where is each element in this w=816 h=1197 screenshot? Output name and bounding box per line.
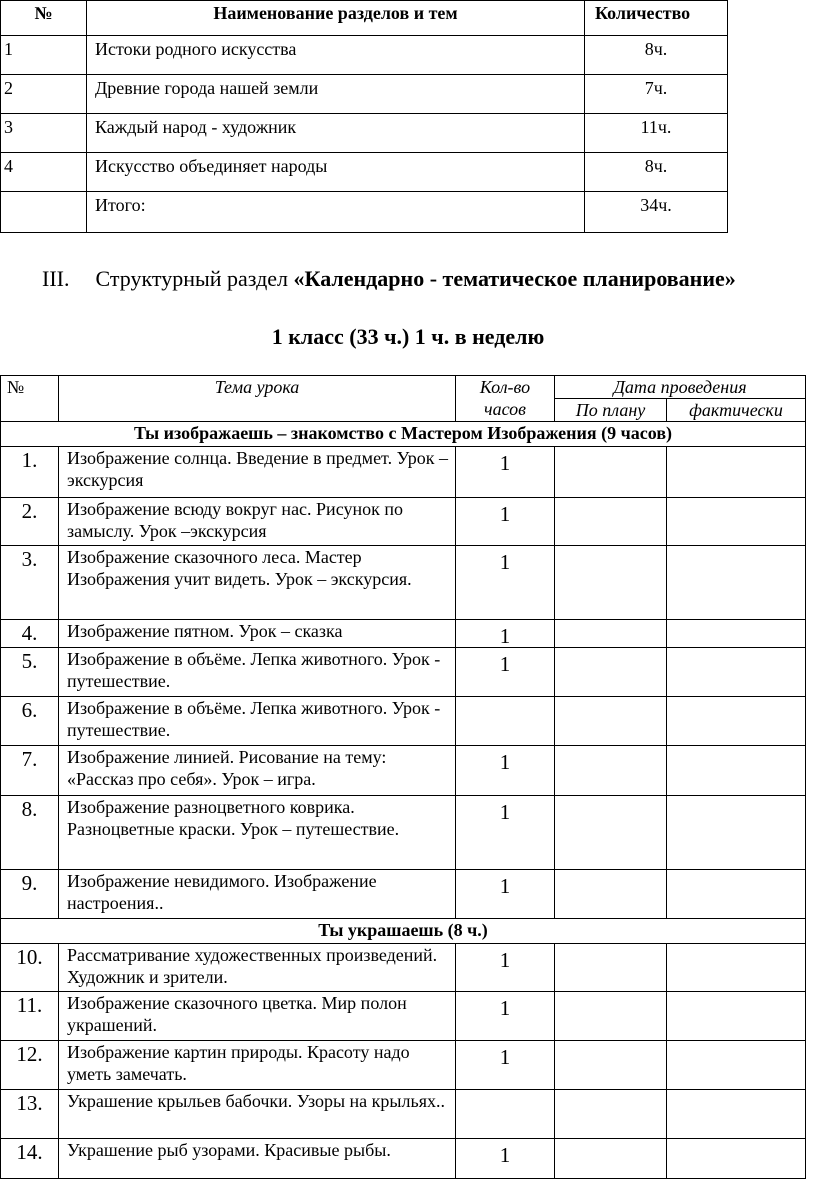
lesson-date-actual: [667, 697, 806, 746]
lesson-row: [1, 1139, 806, 1179]
table-row: [1, 75, 728, 114]
lesson-date-plan: [555, 796, 667, 870]
row-name: Истоки родного искусства: [87, 36, 585, 75]
header-num: №: [1, 1, 87, 36]
page-subtitle: 1 класс (33 ч.) 1 ч. в неделю: [271, 324, 545, 349]
section-roman-numeral: III.: [42, 266, 70, 291]
row-qty: 8ч.: [585, 153, 728, 192]
hours-header-line2: часов: [484, 399, 526, 419]
lesson-hours: 1: [456, 648, 555, 697]
row-qty: 8ч.: [585, 36, 728, 75]
lesson-row: [1, 796, 806, 870]
row-num: 1: [1, 36, 87, 75]
lesson-group-2: [1, 944, 806, 1179]
plan-header-topic: Тема урока: [59, 376, 456, 422]
lesson-hours: [456, 697, 555, 746]
lesson-date-plan: [555, 697, 667, 746]
lesson-topic: Изображение сказочного цветка. Мир полон украшений.: [59, 992, 456, 1041]
lesson-row: [1, 546, 806, 620]
lesson-date-actual: [667, 796, 806, 870]
lesson-date-actual: [667, 992, 806, 1041]
lesson-hours: 1: [456, 746, 555, 796]
lesson-date-actual: [667, 498, 806, 546]
summary-table: [0, 0, 728, 233]
total-empty-cell: [1, 192, 87, 233]
plan-table: [0, 375, 806, 1179]
plan-header-plan: По плану: [555, 399, 667, 422]
lesson-date-plan: [555, 498, 667, 546]
lesson-num: 2.: [1, 498, 59, 546]
lesson-date-actual: [667, 1041, 806, 1090]
lesson-group-1: [1, 447, 806, 919]
row-name: Искусство объединяет народы: [87, 153, 585, 192]
lesson-topic: Изображение в объёме. Лепка животного. Урок - путешествие.: [59, 697, 456, 746]
lesson-date-actual: [667, 648, 806, 697]
lesson-hours: [456, 1090, 555, 1139]
lesson-date-plan: [555, 546, 667, 620]
lesson-num: 13.: [1, 1090, 59, 1139]
lesson-date-plan: [555, 746, 667, 796]
lesson-num: 1.: [1, 447, 59, 498]
lesson-date-plan: [555, 1090, 667, 1139]
plan-header-actual: фактически: [667, 399, 806, 422]
lesson-hours: 1: [456, 498, 555, 546]
lesson-num: 14.: [1, 1139, 59, 1179]
lesson-hours: 1: [456, 796, 555, 870]
row-num: 2: [1, 75, 87, 114]
lesson-date-plan: [555, 944, 667, 992]
summary-header-row: [1, 1, 728, 36]
table-row: [1, 114, 728, 153]
row-num: 3: [1, 114, 87, 153]
lesson-hours: 1: [456, 944, 555, 992]
lesson-date-plan: [555, 447, 667, 498]
lesson-num: 8.: [1, 796, 59, 870]
lesson-topic: Рассматривание художественных произведений. Художник и зрители.: [59, 944, 456, 992]
lesson-date-plan: [555, 992, 667, 1041]
plan-header-date: Дата проведения: [555, 376, 806, 399]
total-label: Итого:: [87, 192, 585, 233]
lesson-row: [1, 620, 806, 648]
lesson-topic: Изображение линией. Рисование на тему: «Рассказ про себя». Урок – игра.: [59, 746, 456, 796]
lesson-row: [1, 992, 806, 1041]
lesson-hours: 1: [456, 992, 555, 1041]
lesson-date-actual: [667, 870, 806, 919]
lesson-hours: 1: [456, 1139, 555, 1179]
plan-header-num: №: [1, 376, 59, 422]
lesson-date-actual: [667, 1090, 806, 1139]
table-row: [1, 153, 728, 192]
lesson-hours: 1: [456, 870, 555, 919]
lesson-row: [1, 746, 806, 796]
lesson-date-plan: [555, 648, 667, 697]
lesson-topic: Изображение солнца. Введение в предмет. Урок – экскурсия: [59, 447, 456, 498]
section-prefix: Структурный раздел: [95, 266, 289, 291]
section-heading: [42, 266, 736, 292]
lesson-row: [1, 697, 806, 746]
lesson-row: [1, 498, 806, 546]
lesson-row: [1, 944, 806, 992]
lesson-num: 6.: [1, 697, 59, 746]
lesson-date-actual: [667, 944, 806, 992]
lesson-num: 3.: [1, 546, 59, 620]
lesson-date-actual: [667, 620, 806, 648]
lesson-row: [1, 447, 806, 498]
section-row-title: Ты украшаешь (8 ч.): [1, 919, 806, 944]
lesson-hours: 1: [456, 546, 555, 620]
row-qty: 7ч.: [585, 75, 728, 114]
lesson-num: 4.: [1, 620, 59, 648]
section-title: «Календарно - тематическое планирование»: [293, 266, 736, 291]
lesson-topic: Изображение картин природы. Красоту надо уметь замечать.: [59, 1041, 456, 1090]
hours-header-line1: Кол-во: [479, 377, 531, 397]
row-qty: 11ч.: [585, 114, 728, 153]
lesson-topic: Изображение всюду вокруг нас. Рисунок по замыслу. Урок –экскурсия: [59, 498, 456, 546]
lesson-row: [1, 870, 806, 919]
lesson-date-actual: [667, 746, 806, 796]
section-row: [1, 919, 806, 944]
lesson-date-plan: [555, 620, 667, 648]
row-name: Древние города нашей земли: [87, 75, 585, 114]
total-qty: 34ч.: [585, 192, 728, 233]
lesson-num: 11.: [1, 992, 59, 1041]
lesson-hours: 1: [456, 1041, 555, 1090]
lesson-date-plan: [555, 870, 667, 919]
lesson-row: [1, 1090, 806, 1139]
lesson-topic: Украшение крыльев бабочки. Узоры на крыльях..: [59, 1090, 456, 1139]
lesson-num: 5.: [1, 648, 59, 697]
total-row: [1, 192, 728, 233]
lesson-date-actual: [667, 546, 806, 620]
table-row: [1, 36, 728, 75]
section-row-title: Ты изображаешь – знакомство с Мастером Изображения (9 часов): [1, 422, 806, 447]
lesson-topic: Изображение в объёме. Лепка животного. Урок - путешествие.: [59, 648, 456, 697]
lesson-num: 9.: [1, 870, 59, 919]
lesson-date-plan: [555, 1139, 667, 1179]
lesson-topic: Изображение невидимого. Изображение настроения..: [59, 870, 456, 919]
lesson-topic: Изображение разноцветного коврика. Разноцветные краски. Урок – путешествие.: [59, 796, 456, 870]
lesson-topic: Изображение сказочного леса. Мастер Изображения учит видеть. Урок – экскурсия.: [59, 546, 456, 620]
lesson-num: 10.: [1, 944, 59, 992]
header-qty: Количество: [585, 1, 728, 36]
section-row: [1, 422, 806, 447]
header-name: Наименование разделов и тем: [87, 1, 585, 36]
plan-header-row: [1, 376, 806, 399]
lesson-num: 7.: [1, 746, 59, 796]
lesson-topic: Украшение рыб узорами. Красивые рыбы.: [59, 1139, 456, 1179]
lesson-row: [1, 1041, 806, 1090]
lesson-date-plan: [555, 1041, 667, 1090]
lesson-hours: 1: [456, 620, 555, 648]
lesson-topic: Изображение пятном. Урок – сказка: [59, 620, 456, 648]
plan-header-hours: [456, 376, 555, 422]
lesson-row: [1, 648, 806, 697]
lesson-num: 12.: [1, 1041, 59, 1090]
lesson-hours: 1: [456, 447, 555, 498]
row-num: 4: [1, 153, 87, 192]
row-name: Каждый народ - художник: [87, 114, 585, 153]
lesson-date-actual: [667, 1139, 806, 1179]
lesson-date-actual: [667, 447, 806, 498]
